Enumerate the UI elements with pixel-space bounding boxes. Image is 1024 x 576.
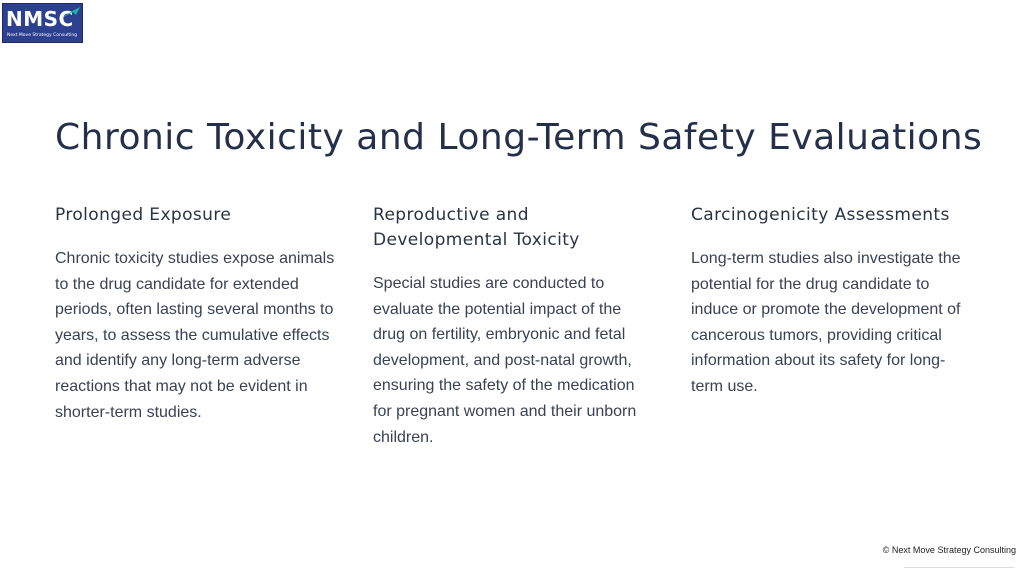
column-body: Chronic toxicity studies expose animals to the drug candidate for extended periods, often lasting several months to years, to assess the cumulative effects and identify any long-term adverse reactions that may not be evident in shorter-term studies. xyxy=(55,250,335,421)
slide-title: Chronic Toxicity and Long-Term Safety Evaluations xyxy=(55,117,983,158)
column-carcinogenicity xyxy=(691,203,973,400)
company-logo xyxy=(2,3,83,43)
logo-tagline: Next Move Strategy Consulting xyxy=(7,33,78,38)
footer-divider xyxy=(904,567,1014,568)
logo-swoosh-icon xyxy=(61,6,81,20)
column-heading: Reproductive and Developmental Toxicity xyxy=(373,205,580,250)
column-prolonged-exposure xyxy=(55,203,337,425)
column-body: Special studies are conducted to evaluate the potential impact of the drug on fertility, embryonic and fetal development, and post-natal growth, ensuring the safety of the medication for pregnant women and their unborn children. xyxy=(373,275,637,446)
column-reproductive-toxicity xyxy=(373,203,655,450)
column-heading: Prolonged Exposure xyxy=(55,205,232,225)
column-body: Long-term studies also investigate the potential for the drug candidate to induce or promote the development of cancerous tumors, providing critical information about its safety for long-term use. xyxy=(691,250,961,395)
column-heading: Carcinogenicity Assessments xyxy=(691,205,950,225)
logo-wordmark: NMSC xyxy=(6,7,74,31)
copyright-notice: © Next Move Strategy Consulting xyxy=(882,545,1016,555)
